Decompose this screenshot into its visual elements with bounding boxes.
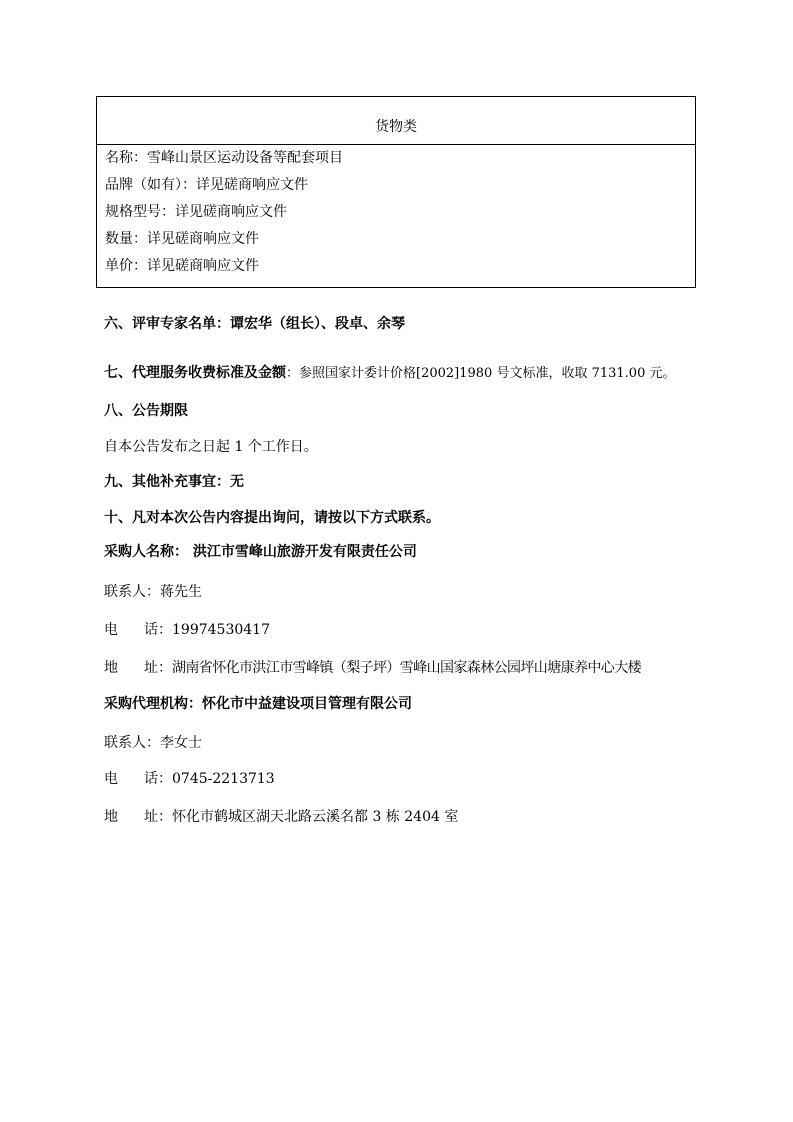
purchaser-address	[104, 657, 641, 677]
agency-phone-value: 0745-2213713	[172, 771, 275, 787]
purchaser-address-label-1: 地	[104, 660, 118, 676]
agency-phone-label-1: 电	[104, 771, 118, 787]
section-notice-period-text: 自本公告发布之日起 1 个工作日。	[104, 439, 318, 455]
purchaser-contact: 联系人：蒋先生	[104, 584, 202, 600]
agency-address-label-2: 址：	[144, 809, 172, 825]
section-contact-intro: 十、凡对本次公告内容提出询问，请按以下方式联系。	[104, 510, 440, 526]
section-other-matters: 九、其他补充事宜：无	[104, 474, 244, 490]
purchaser-phone-label-1: 电	[104, 622, 118, 638]
purchaser-address-value: 湖南省怀化市洪江市雪峰镇（梨子坪）雪峰山国家森林公园坪山塘康养中心大楼	[172, 660, 641, 676]
goods-table	[96, 96, 696, 288]
purchaser-address-label-2: 址：	[144, 660, 172, 676]
section-notice-period-title: 八、公告期限	[104, 403, 188, 419]
goods-spec-row: 规格型号：详见磋商响应文件	[105, 204, 287, 220]
agency-fee-text: ：参照国家计委计价格[2002]1980 号文标准，收取 7131.00 元。	[286, 366, 676, 381]
goods-name-row: 名称：雪峰山景区运动设备等配套项目	[105, 150, 343, 166]
purchaser-name: 采购人名称： 洪江市雪峰山旅游开发有限责任公司	[104, 544, 417, 560]
goods-table-header: 货物类	[97, 97, 695, 145]
purchaser-phone-label-2: 话：	[144, 622, 172, 638]
goods-brand-row: 品牌（如有）：详见磋商响应文件	[105, 177, 308, 193]
agency-address-value: 怀化市鹤城区湖天北路云溪名都 3 栋 2404 室	[172, 809, 459, 825]
goods-quantity-row: 数量：详见磋商响应文件	[105, 231, 259, 247]
agency-fee-title: 七、代理服务收费标准及金额	[104, 365, 286, 381]
purchaser-phone	[104, 619, 270, 639]
agency-address-label-1: 地	[104, 809, 118, 825]
section-agency-fee	[104, 362, 675, 382]
goods-unit-price-row: 单价：详见磋商响应文件	[105, 258, 259, 274]
agency-phone-label-2: 话：	[144, 771, 172, 787]
agency-contact: 联系人：李女士	[104, 735, 202, 751]
agency-address	[104, 806, 458, 826]
section-experts: 六、评审专家名单：谭宏华（组长）、段卓、余琴	[104, 316, 405, 332]
agency-phone	[104, 768, 275, 788]
agency-name: 采购代理机构：怀化市中益建设项目管理有限公司	[104, 696, 412, 712]
purchaser-phone-value: 19974530417	[172, 622, 270, 638]
